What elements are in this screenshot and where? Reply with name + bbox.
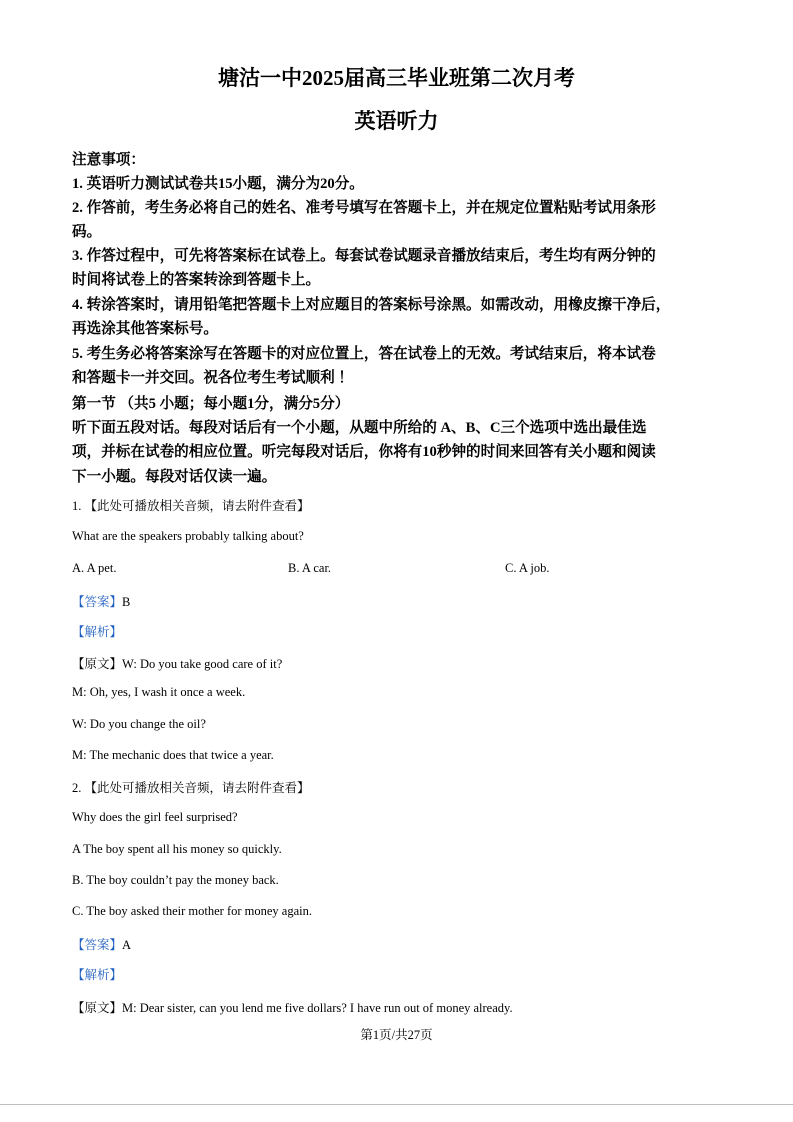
section-intro-line: 听下面五段对话。每段对话后有一个小题，从题中所给的 A、B、C三个选项中选出最佳选 xyxy=(72,420,647,436)
q2-audio-placeholder[interactable]: 2. 【此处可播放相关音频，请去附件查看】 xyxy=(72,781,310,795)
q1-option-a: A. A pet. xyxy=(72,561,117,575)
original-tag: 【原文】 xyxy=(72,1001,123,1015)
notes-heading: 注意事项： xyxy=(72,152,145,168)
answer-value: B xyxy=(122,595,131,609)
q1-transcript-line: M: The mechanic does that twice a year. xyxy=(72,748,274,762)
q1-transcript-line: M: Oh, yes, I wash it once a week. xyxy=(72,685,246,699)
transcript-text: W: Do you take good care of it? xyxy=(122,657,283,671)
q2-option-b: B. The boy couldn’t pay the money back. xyxy=(72,873,279,887)
transcript-text: M: Dear sister, can you lend me five dollars? I have run out of money already. xyxy=(122,1001,513,1015)
answer-value: A xyxy=(122,938,132,952)
page-bottom-divider xyxy=(0,1104,793,1105)
notes-line: 码。 xyxy=(72,224,102,240)
notes-line: 时间将试卷上的答案转涂到答题卡上。 xyxy=(72,272,321,288)
notes-line: 4. 转涂答案时，请用铅笔把答题卡上对应题目的答案标号涂黑。如需改动，用橡皮擦干净后， xyxy=(72,297,671,313)
q1-question: What are the speakers probably talking about? xyxy=(72,529,304,543)
q2-question: Why does the girl feel surprised? xyxy=(72,810,238,824)
q2-analysis-tag: 【解析】 xyxy=(72,968,123,982)
notes-line: 1. 英语听力测试试卷共15小题，满分为20分。 xyxy=(72,176,364,192)
q1-answer xyxy=(72,592,130,610)
q1-option-c: C. A job. xyxy=(505,561,550,575)
page-footer: 第1页/共27页 xyxy=(360,1028,433,1042)
q1-analysis-tag: 【解析】 xyxy=(72,625,123,639)
answer-tag: 【答案】 xyxy=(72,595,123,609)
notes-line: 3. 作答过程中，可先将答案标在试卷上。每套试卷试题录音播放结束后，考生均有两分钟的 xyxy=(72,248,656,264)
notes-line: 5. 考生务必将答案涂写在答题卡的对应位置上，答在试卷上的无效。考试结束后，将本试卷 xyxy=(72,346,656,362)
notes-line: 和答题卡一并交回。祝各位考生考试顺利 ！ xyxy=(72,370,353,386)
page-subtitle: 英语听力 xyxy=(354,109,439,133)
notes-line: 2. 作答前，考生务必将自己的姓名、准考号填写在答题卡上，并在规定位置粘贴考试用条形 xyxy=(72,200,656,216)
page-title: 塘沽一中2025届高三毕业班第二次月考 xyxy=(218,66,575,90)
original-tag: 【原文】 xyxy=(72,657,123,671)
q2-answer xyxy=(72,935,131,953)
q1-transcript-line xyxy=(72,654,282,672)
section-intro-line: 下一小题。每段对话仅读一遍。 xyxy=(72,469,277,485)
section-intro-line: 项，并标在试卷的相应位置。听完每段对话后，你将有10秒钟的时间来回答有关小题和阅读 xyxy=(72,444,656,460)
section-heading: 第一节 （共5 小题；每小题1分，满分5分） xyxy=(72,396,350,412)
q1-transcript-line: W: Do you change the oil? xyxy=(72,717,206,731)
q1-option-b: B. A car. xyxy=(288,561,332,575)
q2-option-a: A The boy spent all his money so quickly. xyxy=(72,842,282,856)
q2-transcript-line xyxy=(72,998,513,1016)
answer-tag: 【答案】 xyxy=(72,938,123,952)
q1-audio-placeholder[interactable]: 1. 【此处可播放相关音频，请去附件查看】 xyxy=(72,499,310,513)
notes-line: 再选涂其他答案标号。 xyxy=(72,321,218,337)
q2-option-c: C. The boy asked their mother for money again. xyxy=(72,904,312,918)
